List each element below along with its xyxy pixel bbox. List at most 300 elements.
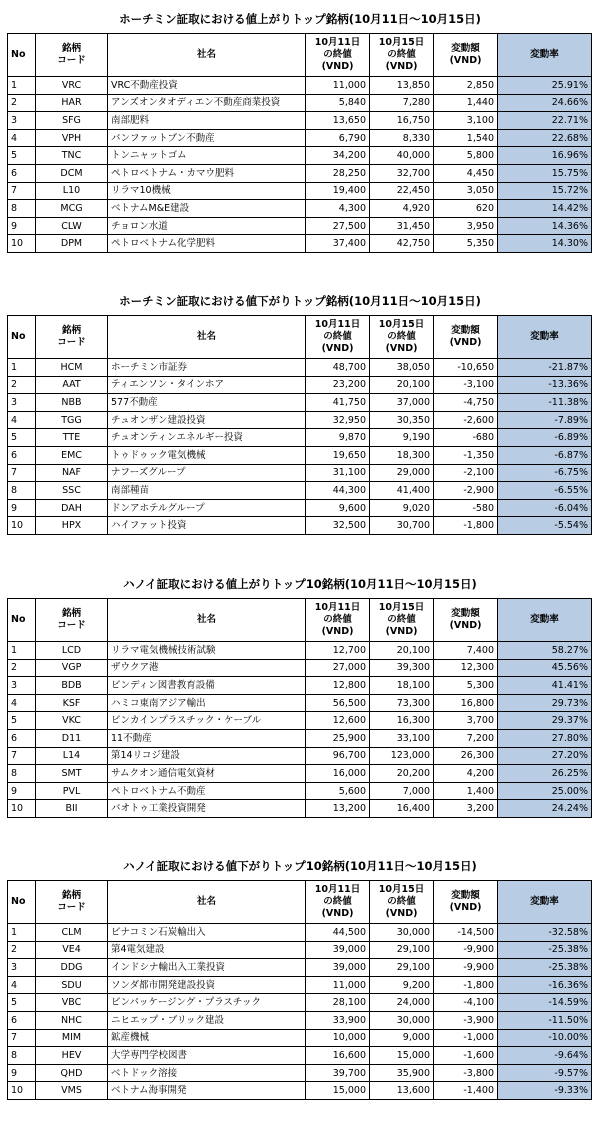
hcm-gainers-table: [7, 33, 592, 253]
cell-name: 大学専門学校図書: [108, 1047, 306, 1065]
cell-close: 7,280: [370, 94, 434, 112]
cell-no: 2: [8, 376, 36, 394]
cell-prev: 5,600: [306, 782, 370, 800]
cell-code: HAR: [36, 94, 108, 112]
cell-rate: -6.75%: [498, 464, 592, 482]
cell-name: ホーチミン市証券: [108, 359, 306, 377]
cell-name: ニヒエップ・ブリック建設: [108, 1011, 306, 1029]
cell-rate: -25.38%: [498, 941, 592, 959]
cell-no: 2: [8, 94, 36, 112]
cell-close: 41,400: [370, 482, 434, 500]
table-row: [8, 446, 592, 464]
cell-no: 9: [8, 1064, 36, 1082]
cell-name: サムクオン通信電気資材: [108, 765, 306, 783]
cell-name: リラマ10機械: [108, 182, 306, 200]
header-change: 変動額 (VND): [434, 599, 498, 642]
cell-rate: 45.56%: [498, 659, 592, 677]
table-row: [8, 182, 592, 200]
cell-close: 16,300: [370, 712, 434, 730]
cell-code: D11: [36, 729, 108, 747]
cell-name: 577不動産: [108, 394, 306, 412]
cell-name: トンニャットゴム: [108, 147, 306, 165]
cell-no: 3: [8, 394, 36, 412]
table-row: [8, 642, 592, 660]
cell-name: ビンディン図書教育設備: [108, 677, 306, 695]
cell-close: 32,700: [370, 164, 434, 182]
header-code: 銘柄 コード: [36, 599, 108, 642]
cell-name: チョロン水道: [108, 217, 306, 235]
cell-change: -9,900: [434, 959, 498, 977]
cell-close: 9,020: [370, 499, 434, 517]
cell-no: 3: [8, 959, 36, 977]
header-close: 10月15日 の終値 (VND): [370, 881, 434, 924]
cell-rate: 14.30%: [498, 235, 592, 253]
cell-name: ドンアホテルグループ: [108, 499, 306, 517]
cell-change: 620: [434, 200, 498, 218]
cell-prev: 39,700: [306, 1064, 370, 1082]
cell-change: 4,200: [434, 765, 498, 783]
table-row: [8, 712, 592, 730]
cell-prev: 56,500: [306, 694, 370, 712]
cell-code: VKC: [36, 712, 108, 730]
cell-close: 9,200: [370, 976, 434, 994]
table-row: [8, 959, 592, 977]
cell-name: ビナコミン石炭輸出入: [108, 924, 306, 942]
cell-change: -2,100: [434, 464, 498, 482]
cell-prev: 44,300: [306, 482, 370, 500]
cell-rate: 27.20%: [498, 747, 592, 765]
cell-rate: 15.75%: [498, 164, 592, 182]
cell-code: NAF: [36, 464, 108, 482]
cell-rate: -5.54%: [498, 517, 592, 535]
cell-code: HCM: [36, 359, 108, 377]
cell-close: 20,200: [370, 765, 434, 783]
header-name: 社名: [108, 599, 306, 642]
section-title: ホーチミン証取における値下がりトップ銘柄(10月11日～10月15日): [119, 294, 481, 308]
cell-no: 7: [8, 182, 36, 200]
cell-no: 9: [8, 782, 36, 800]
cell-prev: 39,000: [306, 959, 370, 977]
cell-close: 40,000: [370, 147, 434, 165]
cell-name: ペトロベトナム不動産: [108, 782, 306, 800]
cell-prev: 27,500: [306, 217, 370, 235]
table-row: [8, 482, 592, 500]
header-no: No: [8, 881, 36, 924]
cell-code: KSF: [36, 694, 108, 712]
table-row: [8, 1047, 592, 1065]
cell-close: 39,300: [370, 659, 434, 677]
cell-code: SMT: [36, 765, 108, 783]
table-row: [8, 1011, 592, 1029]
cell-change: -1,350: [434, 446, 498, 464]
cell-no: 6: [8, 446, 36, 464]
cell-change: 3,700: [434, 712, 498, 730]
cell-change: 3,200: [434, 800, 498, 818]
cell-code: VRC: [36, 77, 108, 95]
cell-no: 9: [8, 499, 36, 517]
cell-no: 10: [8, 517, 36, 535]
cell-code: CLW: [36, 217, 108, 235]
cell-rate: -9.57%: [498, 1064, 592, 1082]
header-name: 社名: [108, 316, 306, 359]
cell-no: 6: [8, 164, 36, 182]
cell-change: 7,400: [434, 642, 498, 660]
cell-prev: 10,000: [306, 1029, 370, 1047]
header-code: 銘柄 コード: [36, 34, 108, 77]
table-header-row: [8, 34, 592, 77]
table-row: [8, 976, 592, 994]
header-prev-close: 10月11日 の終値 (VND): [306, 881, 370, 924]
cell-close: 4,920: [370, 200, 434, 218]
cell-change: -10,650: [434, 359, 498, 377]
header-close: 10月15日 の終値 (VND): [370, 316, 434, 359]
cell-close: 31,450: [370, 217, 434, 235]
cell-close: 8,330: [370, 129, 434, 147]
cell-code: QHD: [36, 1064, 108, 1082]
header-close: 10月15日 の終値 (VND): [370, 599, 434, 642]
cell-no: 1: [8, 924, 36, 942]
table-row: [8, 765, 592, 783]
table-row: [8, 694, 592, 712]
cell-code: VGP: [36, 659, 108, 677]
cell-close: 37,000: [370, 394, 434, 412]
cell-rate: -25.38%: [498, 959, 592, 977]
cell-rate: -6.04%: [498, 499, 592, 517]
cell-no: 4: [8, 411, 36, 429]
cell-close: 9,190: [370, 429, 434, 447]
cell-code: VBC: [36, 994, 108, 1012]
cell-code: TGG: [36, 411, 108, 429]
cell-name: ペトロベトナム化学肥料: [108, 235, 306, 253]
section-title: ハノイ証取における値下がりトップ10銘柄(10月11日～10月15日): [123, 859, 477, 873]
cell-close: 20,100: [370, 642, 434, 660]
cell-prev: 34,200: [306, 147, 370, 165]
cell-change: 12,300: [434, 659, 498, 677]
header-prev-close: 10月11日 の終値 (VND): [306, 316, 370, 359]
cell-rate: 27.80%: [498, 729, 592, 747]
header-change: 変動額 (VND): [434, 34, 498, 77]
header-prev-close: 10月11日 の終値 (VND): [306, 599, 370, 642]
cell-change: -3,900: [434, 1011, 498, 1029]
cell-code: NBB: [36, 394, 108, 412]
table-row: [8, 164, 592, 182]
cell-close: 18,100: [370, 677, 434, 695]
cell-name: アンズオンタオディエン不動産商業投資: [108, 94, 306, 112]
cell-code: MIM: [36, 1029, 108, 1047]
cell-prev: 19,650: [306, 446, 370, 464]
cell-close: 24,000: [370, 994, 434, 1012]
cell-rate: 22.71%: [498, 112, 592, 130]
cell-close: 15,000: [370, 1047, 434, 1065]
cell-code: VE4: [36, 941, 108, 959]
cell-rate: 26.25%: [498, 765, 592, 783]
cell-code: CLM: [36, 924, 108, 942]
cell-name: ベトナム海事開発: [108, 1082, 306, 1100]
cell-close: 30,350: [370, 411, 434, 429]
cell-rate: 25.00%: [498, 782, 592, 800]
cell-rate: 14.36%: [498, 217, 592, 235]
cell-name: ビンカインプラスチック・ケーブル: [108, 712, 306, 730]
header-prev-close: 10月11日 の終値 (VND): [306, 34, 370, 77]
section-title: ホーチミン証取における値上がりトップ銘柄(10月11日～10月15日): [119, 12, 481, 26]
cell-change: 5,350: [434, 235, 498, 253]
table-row: [8, 94, 592, 112]
table-row: [8, 729, 592, 747]
cell-close: 30,000: [370, 924, 434, 942]
cell-no: 7: [8, 747, 36, 765]
cell-code: VPH: [36, 129, 108, 147]
section-title: ハノイ証取における値上がりトップ10銘柄(10月11日～10月15日): [123, 577, 477, 591]
cell-name: ベトナムM&E建設: [108, 200, 306, 218]
cell-rate: 14.42%: [498, 200, 592, 218]
cell-name: VRC不動産投資: [108, 77, 306, 95]
cell-name: ビンパッケージング・プラスチック: [108, 994, 306, 1012]
cell-prev: 39,000: [306, 941, 370, 959]
cell-change: -3,800: [434, 1064, 498, 1082]
table-row: [8, 941, 592, 959]
table-row: [8, 359, 592, 377]
cell-prev: 27,000: [306, 659, 370, 677]
table-row: [8, 747, 592, 765]
cell-change: 1,540: [434, 129, 498, 147]
cell-no: 8: [8, 200, 36, 218]
cell-prev: 28,250: [306, 164, 370, 182]
cell-change: -3,100: [434, 376, 498, 394]
cell-code: SSC: [36, 482, 108, 500]
table-row: [8, 517, 592, 535]
table-row: [8, 782, 592, 800]
cell-name: ペトロベトナム・カマウ肥料: [108, 164, 306, 182]
cell-change: 2,850: [434, 77, 498, 95]
cell-code: VMS: [36, 1082, 108, 1100]
cell-change: -4,750: [434, 394, 498, 412]
header-code: 銘柄 コード: [36, 881, 108, 924]
cell-code: DDG: [36, 959, 108, 977]
cell-no: 1: [8, 77, 36, 95]
header-change: 変動額 (VND): [434, 316, 498, 359]
cell-name: インドシナ輸出入工業投資: [108, 959, 306, 977]
table-row: [8, 924, 592, 942]
table-row: [8, 77, 592, 95]
cell-rate: 15.72%: [498, 182, 592, 200]
cell-close: 16,400: [370, 800, 434, 818]
cell-rate: -11.38%: [498, 394, 592, 412]
cell-prev: 41,750: [306, 394, 370, 412]
cell-rate: 16.96%: [498, 147, 592, 165]
cell-prev: 6,790: [306, 129, 370, 147]
cell-prev: 11,000: [306, 77, 370, 95]
cell-close: 35,900: [370, 1064, 434, 1082]
cell-change: 5,300: [434, 677, 498, 695]
cell-change: -4,100: [434, 994, 498, 1012]
table-row: [8, 659, 592, 677]
cell-no: 2: [8, 941, 36, 959]
cell-change: 1,400: [434, 782, 498, 800]
cell-rate: -6.55%: [498, 482, 592, 500]
cell-rate: -14.59%: [498, 994, 592, 1012]
cell-prev: 12,700: [306, 642, 370, 660]
cell-close: 123,000: [370, 747, 434, 765]
cell-close: 33,100: [370, 729, 434, 747]
header-change: 変動額 (VND): [434, 881, 498, 924]
cell-name: ザウクア港: [108, 659, 306, 677]
cell-rate: -9.33%: [498, 1082, 592, 1100]
cell-code: SDU: [36, 976, 108, 994]
cell-close: 30,700: [370, 517, 434, 535]
cell-rate: -6.89%: [498, 429, 592, 447]
cell-code: BII: [36, 800, 108, 818]
header-rate: 変動率: [498, 316, 592, 359]
cell-name: ナフーズグループ: [108, 464, 306, 482]
table-row: [8, 1082, 592, 1100]
cell-rate: 29.37%: [498, 712, 592, 730]
table-row: [8, 200, 592, 218]
cell-code: TTE: [36, 429, 108, 447]
cell-name: 南部肥料: [108, 112, 306, 130]
header-close: 10月15日 の終値 (VND): [370, 34, 434, 77]
cell-change: -9,900: [434, 941, 498, 959]
cell-prev: 19,400: [306, 182, 370, 200]
cell-code: AAT: [36, 376, 108, 394]
hnx-gainers-table: [7, 598, 592, 818]
header-name: 社名: [108, 34, 306, 77]
cell-code: PVL: [36, 782, 108, 800]
cell-prev: 12,600: [306, 712, 370, 730]
cell-rate: 29.73%: [498, 694, 592, 712]
cell-no: 4: [8, 129, 36, 147]
cell-name: チュオンティンエネルギー投資: [108, 429, 306, 447]
cell-rate: -11.50%: [498, 1011, 592, 1029]
cell-close: 9,000: [370, 1029, 434, 1047]
cell-rate: 24.24%: [498, 800, 592, 818]
cell-code: DPM: [36, 235, 108, 253]
cell-no: 10: [8, 235, 36, 253]
cell-no: 6: [8, 729, 36, 747]
cell-no: 8: [8, 765, 36, 783]
cell-code: HPX: [36, 517, 108, 535]
cell-name: ソンダ都市開発建設投資: [108, 976, 306, 994]
header-rate: 変動率: [498, 881, 592, 924]
cell-prev: 16,000: [306, 765, 370, 783]
cell-name: バオトゥ工業投資開発: [108, 800, 306, 818]
hnx-losers-table: [7, 880, 592, 1100]
cell-no: 4: [8, 694, 36, 712]
cell-name: 11不動産: [108, 729, 306, 747]
cell-name: ハミコ東南アジア輸出: [108, 694, 306, 712]
cell-prev: 23,200: [306, 376, 370, 394]
cell-rate: -9.64%: [498, 1047, 592, 1065]
table-header-row: [8, 316, 592, 359]
cell-change: -1,400: [434, 1082, 498, 1100]
cell-rate: -21.87%: [498, 359, 592, 377]
cell-change: 7,200: [434, 729, 498, 747]
cell-no: 3: [8, 112, 36, 130]
cell-code: EMC: [36, 446, 108, 464]
cell-no: 5: [8, 429, 36, 447]
cell-change: -580: [434, 499, 498, 517]
table-row: [8, 1029, 592, 1047]
cell-close: 13,850: [370, 77, 434, 95]
cell-code: DCM: [36, 164, 108, 182]
table-row: [8, 994, 592, 1012]
cell-name: ハイファット投資: [108, 517, 306, 535]
cell-change: 4,450: [434, 164, 498, 182]
table-row: [8, 499, 592, 517]
cell-change: 26,300: [434, 747, 498, 765]
cell-close: 13,600: [370, 1082, 434, 1100]
cell-prev: 12,800: [306, 677, 370, 695]
cell-close: 20,100: [370, 376, 434, 394]
header-rate: 変動率: [498, 599, 592, 642]
cell-name: チュオンザン建設投資: [108, 411, 306, 429]
cell-change: -1,600: [434, 1047, 498, 1065]
cell-rate: -10.00%: [498, 1029, 592, 1047]
cell-prev: 44,500: [306, 924, 370, 942]
cell-close: 22,450: [370, 182, 434, 200]
cell-no: 7: [8, 464, 36, 482]
cell-name: バンファットブン不動産: [108, 129, 306, 147]
cell-close: 42,750: [370, 235, 434, 253]
cell-name: リラマ電気機械技術試験: [108, 642, 306, 660]
cell-no: 5: [8, 147, 36, 165]
cell-prev: 31,100: [306, 464, 370, 482]
cell-change: 1,440: [434, 94, 498, 112]
cell-prev: 32,500: [306, 517, 370, 535]
cell-no: 10: [8, 1082, 36, 1100]
table-row: [8, 112, 592, 130]
table-row: [8, 677, 592, 695]
table-row: [8, 235, 592, 253]
cell-code: MCG: [36, 200, 108, 218]
cell-prev: 33,900: [306, 1011, 370, 1029]
cell-prev: 25,900: [306, 729, 370, 747]
header-no: No: [8, 316, 36, 359]
cell-no: 10: [8, 800, 36, 818]
cell-rate: -16.36%: [498, 976, 592, 994]
header-name: 社名: [108, 881, 306, 924]
table-row: [8, 376, 592, 394]
cell-name: 第14リコジ建設: [108, 747, 306, 765]
cell-code: L10: [36, 182, 108, 200]
cell-close: 16,750: [370, 112, 434, 130]
cell-close: 38,050: [370, 359, 434, 377]
cell-change: -14,500: [434, 924, 498, 942]
cell-close: 29,000: [370, 464, 434, 482]
cell-rate: 41.41%: [498, 677, 592, 695]
cell-change: -680: [434, 429, 498, 447]
cell-rate: -7.89%: [498, 411, 592, 429]
cell-code: DAH: [36, 499, 108, 517]
cell-code: SFG: [36, 112, 108, 130]
cell-rate: 22.68%: [498, 129, 592, 147]
cell-code: LCD: [36, 642, 108, 660]
header-no: No: [8, 599, 36, 642]
cell-prev: 4,300: [306, 200, 370, 218]
cell-change: -2,600: [434, 411, 498, 429]
cell-prev: 48,700: [306, 359, 370, 377]
cell-rate: 25.91%: [498, 77, 592, 95]
cell-prev: 28,100: [306, 994, 370, 1012]
cell-close: 29,100: [370, 959, 434, 977]
cell-no: 4: [8, 976, 36, 994]
table-row: [8, 411, 592, 429]
cell-prev: 15,000: [306, 1082, 370, 1100]
cell-close: 7,000: [370, 782, 434, 800]
table-row: [8, 800, 592, 818]
cell-change: -1,800: [434, 517, 498, 535]
cell-name: 鉱産機械: [108, 1029, 306, 1047]
cell-prev: 32,950: [306, 411, 370, 429]
